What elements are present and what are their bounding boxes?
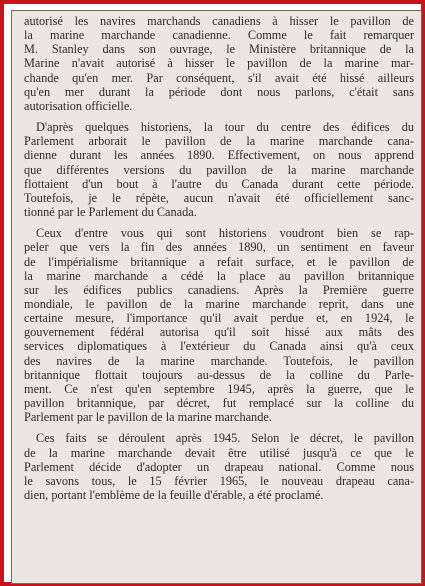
paragraph	[24, 226, 414, 424]
text-line: dienne durant les années 1890. Effectivement, on nous apprend	[24, 148, 414, 163]
text-line: autorisation officielle.	[24, 98, 133, 113]
text-line: Marine n'avait autorisé à hisser le pavillon de la marine mar-	[24, 56, 414, 71]
text-line: pavillon britannique, par décret, fut remplacé sur la colline du	[24, 396, 414, 411]
text-line: autorisé les navires marchands canadiens à hisser le pavillon de	[24, 14, 414, 28]
text-line: ment. Ce n'est qu'en septembre 1945, après la guerre, que le	[24, 381, 414, 396]
text-line: que différentes versions du pavillon de la marine marchande	[24, 162, 414, 177]
text-line: certaine mesure, l'importance qu'il avait perdue et, en 1924, le	[24, 311, 414, 326]
text-line: britannique flottait toujours au-dessus de la colline du Parle-	[24, 367, 414, 382]
text-line: Ces faits se déroulent après 1945. Selon le décret, le pavillon	[36, 431, 414, 446]
text-line: Parlement arborait le pavillon de la marine marchande cana-	[24, 134, 414, 149]
paragraph	[24, 120, 414, 219]
text-line: gouvernement fédéral autorisa qu'il soit hissé aux mâts des	[24, 325, 414, 340]
text-line: dien, portant l'emblème de la feuille d'érable, a été proclamé.	[24, 488, 324, 502]
text-line: des navires de la marine marchande. Toutefois, le pavillon	[24, 353, 414, 368]
paragraph	[24, 431, 414, 502]
text-line: mondiale, le pavillon de la marine marchande reprit, dans une	[24, 296, 414, 311]
text-line: flottaient d'un bout à l'autre du Canada durant cette période.	[24, 176, 414, 191]
text-line: de la marine marchande devait être utilisé jusqu'à ce que le	[24, 445, 414, 460]
text-line: Toutefois, je le répète, aucun n'avait été officiellement sanc-	[24, 190, 414, 205]
text-line: la marine marchande canadienne. Comme le fait remarquer	[24, 28, 414, 43]
text-line: D'après quelques historiens, la tour du centre des édifices du	[36, 120, 414, 135]
text-line: Ceux d'entre vous qui sont historiens voudront bien se rap-	[36, 226, 414, 241]
text-line: tionné par le Parlement du Canada.	[24, 205, 197, 220]
text-line: Parlement par le pavillon de la marine marchande.	[24, 410, 272, 425]
scanned-page	[11, 10, 422, 584]
text-line: Parlement décide d'adopter un drapeau national. Comme nous	[24, 459, 414, 474]
text-line: de l'impérialisme britannique a refait surface, et le pavillon de	[24, 254, 414, 269]
text-line: le savons tous, le 15 février 1965, le nouveau drapeau cana-	[24, 473, 414, 488]
text-line: chande qu'en mer. Par conséquent, s'il avait été hissé ailleurs	[24, 70, 414, 85]
document-body	[24, 14, 414, 502]
text-line: qu'en mer durant la période dont nous parlons, c'était sans	[24, 84, 414, 99]
paragraph	[24, 14, 414, 113]
text-line: M. Stanley dans son ouvrage, le Ministère britannique de la	[24, 42, 414, 57]
text-line: peler que vers la fin des années 1890, un sentiment en faveur	[24, 240, 414, 255]
text-line: la marine marchande a cédé la place au pavillon britannique	[24, 268, 414, 283]
text-line: services diplomatiques à l'extérieur du Canada ainsi qu'à ceux	[24, 339, 414, 354]
text-line: sur les édifices publics canadiens. Après la Première guerre	[24, 282, 414, 297]
